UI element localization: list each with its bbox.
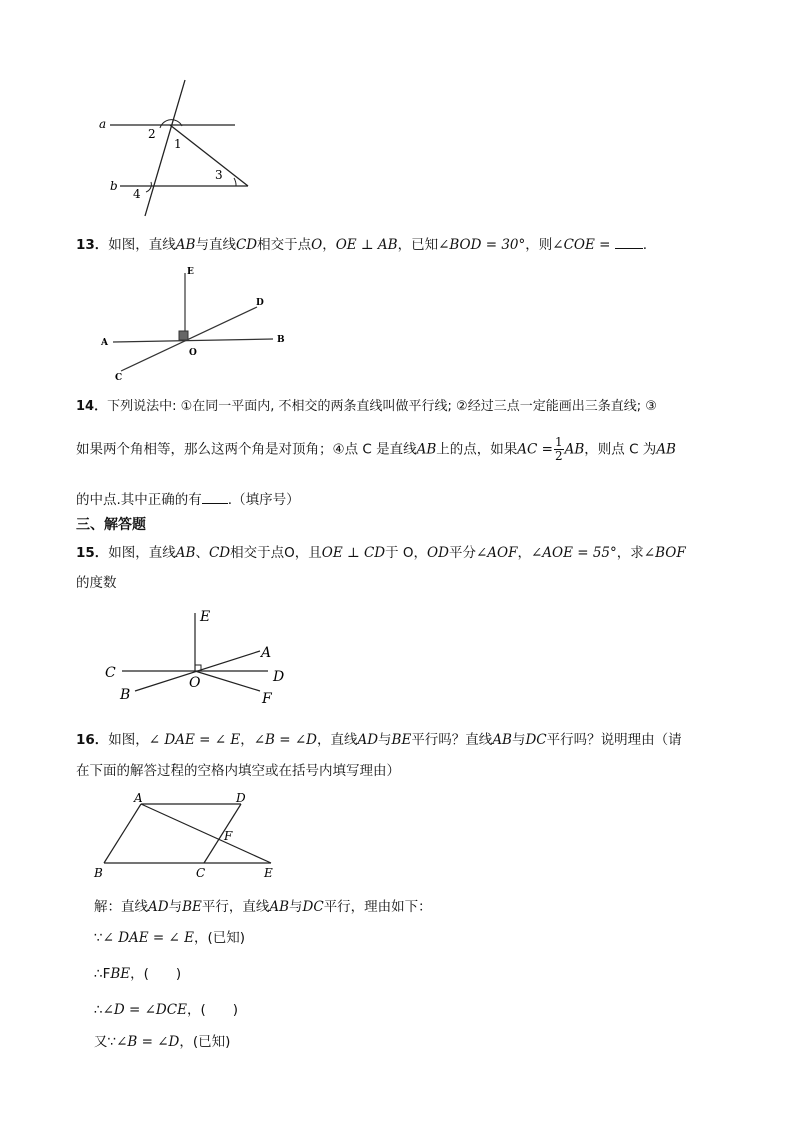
q13-text: 与直线 — [195, 237, 236, 253]
q16-number: 16． — [76, 732, 109, 748]
q13-bod: ∠BOD = 30° — [438, 237, 526, 253]
q14-ab: AB — [656, 441, 676, 458]
because-symbol: ∵ — [94, 930, 103, 946]
question-14-line1 — [76, 395, 657, 414]
label-a: a — [99, 117, 107, 131]
q14-answer-blank[interactable] — [202, 491, 228, 504]
q16-text: 与 — [511, 732, 526, 748]
q16-text: 如图， — [108, 732, 149, 748]
label-E: E — [187, 267, 194, 277]
question-14-line3 — [76, 488, 300, 508]
q15-oecd: OE ⊥ CD — [321, 545, 386, 561]
q13-text: ， — [322, 237, 336, 253]
q16-text: 平行吗？说明理由（请 — [546, 732, 682, 748]
q15-bof: ∠BOF — [643, 545, 686, 561]
label-A: A — [261, 645, 272, 661]
q15-number: 15． — [76, 545, 109, 561]
q16-ab: AB — [492, 732, 512, 748]
q14-text: 如果两个角相等，那么这两个角是对顶角；④点 C 是直线 — [76, 441, 417, 458]
q16-text: ， — [240, 732, 254, 748]
question-16 — [76, 728, 682, 748]
figure-q15 — [100, 605, 300, 710]
q16-given1: ∠ DAE = ∠ E — [148, 732, 241, 748]
question-15-line2: 的度数 — [76, 575, 117, 591]
solution-line-2 — [94, 926, 245, 946]
q13-ab: AB — [175, 237, 196, 253]
solution-line-1 — [94, 895, 432, 915]
therefore-symbol: ∴F — [94, 966, 111, 982]
label-A: A — [101, 338, 108, 348]
label-O: O — [189, 348, 197, 358]
question-13 — [76, 233, 647, 253]
fraction-one-half — [554, 436, 564, 463]
q14-text: 下列说法中: ①在同一平面内, 不相交的两条直线叫做平行线; ②经过三点一定能画出三条直线; ③ — [107, 399, 657, 414]
label-1: 1 — [174, 137, 182, 151]
label-D: D — [236, 791, 246, 805]
q13-number: 13． — [76, 237, 109, 253]
frac-den: 2 — [554, 449, 563, 463]
label-C: C — [196, 866, 206, 880]
label-C: C — [105, 665, 116, 681]
because-symbol: 又∵ — [94, 1034, 117, 1050]
q15-od: OD — [427, 545, 449, 561]
q13-text: 相交于点 — [257, 237, 312, 253]
q15-cd: CD — [208, 545, 231, 561]
solution-line-5 — [94, 1030, 230, 1050]
sol-reason-blank[interactable]: ，( ) — [130, 966, 182, 982]
label-A: A — [134, 791, 143, 805]
q15-ab: AB — [175, 545, 196, 561]
q15-text: 于 O， — [385, 545, 428, 561]
question-15 — [76, 541, 686, 561]
q14-text: ，则点 C 为 — [584, 441, 657, 458]
q16-dc: DC — [525, 732, 547, 748]
q13-text: ，已知 — [397, 237, 439, 253]
label-B: B — [120, 687, 131, 703]
q13-o: O — [311, 237, 323, 253]
label-D: D — [273, 669, 285, 685]
q16-text: ，直线 — [316, 732, 358, 748]
label-E: E — [264, 866, 273, 880]
question-16-line2: 在下面的解答过程的空格内填空或在括号内填写理由） — [76, 763, 400, 779]
sol-reason-blank[interactable]: ，( ) — [186, 1002, 238, 1018]
therefore-symbol: ∴ — [94, 1002, 103, 1018]
sol-math: ∠B = ∠D — [116, 1034, 180, 1050]
label-4: 4 — [133, 187, 141, 201]
q15-aof: ∠AOF — [475, 545, 518, 561]
q14-text: 的中点.其中正确的有 — [76, 492, 202, 508]
q15-text: 相交于点O，且 — [230, 545, 322, 561]
q14-number: 14． — [76, 399, 108, 414]
q13-coe: ∠COE = — [552, 237, 611, 253]
sol-dc: DC — [302, 899, 324, 915]
q13-cd: CD — [235, 237, 258, 253]
sol-ab: AB — [269, 899, 290, 915]
label-B: B — [94, 866, 103, 880]
label-C: C — [115, 373, 123, 383]
q13-oe-ab: OE ⊥ AB — [335, 237, 398, 253]
label-3: 3 — [215, 168, 223, 182]
label-D: D — [256, 298, 264, 308]
sol-text: 平行，理由如下： — [323, 899, 432, 915]
question-14-line2 — [76, 436, 676, 463]
q15-text: ，求 — [616, 545, 644, 561]
figure-q12 — [90, 78, 255, 218]
figure-q13 — [95, 265, 295, 385]
q13-text: 如图，直线 — [108, 237, 176, 253]
section-title: 三、解答题 — [76, 517, 146, 533]
sol-text: 与 — [289, 899, 303, 915]
sol-text: 与 — [168, 899, 183, 915]
frac-num: 1 — [554, 435, 563, 449]
q16-be: BE — [391, 732, 412, 748]
q16-text: 平行吗？直线 — [411, 732, 493, 748]
q15-text: 平分 — [448, 545, 476, 561]
q16-given2: ∠B = ∠D — [253, 732, 317, 748]
label-b: b — [110, 179, 118, 193]
q16-text: 与 — [378, 732, 392, 748]
label-B: B — [277, 335, 285, 345]
sol-be: BE — [182, 899, 202, 915]
q15-aoe: ∠AOE = 55° — [530, 545, 617, 561]
label-F: F — [224, 829, 233, 843]
q13-text: ，则 — [525, 237, 553, 253]
q15-text: 如图，直线 — [108, 545, 176, 561]
sol-math: ∠D = ∠DCE — [102, 1002, 187, 1018]
label-F: F — [262, 691, 272, 707]
sol-ad: AD — [148, 899, 169, 915]
q14-ab: AB — [564, 441, 585, 458]
sol-math: BE — [110, 966, 131, 982]
figure-q16 — [88, 788, 288, 880]
q14-text: .（填序号） — [227, 492, 300, 508]
q15-text: 、 — [195, 545, 209, 561]
q14-ac: AC = — [517, 441, 553, 458]
label-O: O — [189, 675, 201, 691]
q13-answer-blank[interactable] — [615, 236, 643, 249]
sol-reason: ，(已知) — [193, 930, 246, 946]
sol-reason: ，(已知) — [179, 1034, 231, 1050]
q14-ab: AB — [416, 441, 437, 458]
q13-text: . — [642, 237, 648, 253]
q16-ad: AD — [357, 732, 379, 748]
sol-math: ∠ DAE = ∠ E — [102, 930, 194, 946]
q14-text: 上的点，如果 — [436, 441, 518, 458]
label-E: E — [200, 609, 211, 625]
label-2: 2 — [148, 127, 156, 141]
solution-line-3 — [94, 962, 181, 982]
sol-text: 平行，直线 — [201, 899, 270, 915]
q15-text: ， — [517, 545, 531, 561]
sol-text: 解：直线 — [94, 899, 148, 915]
solution-line-4 — [94, 998, 238, 1018]
